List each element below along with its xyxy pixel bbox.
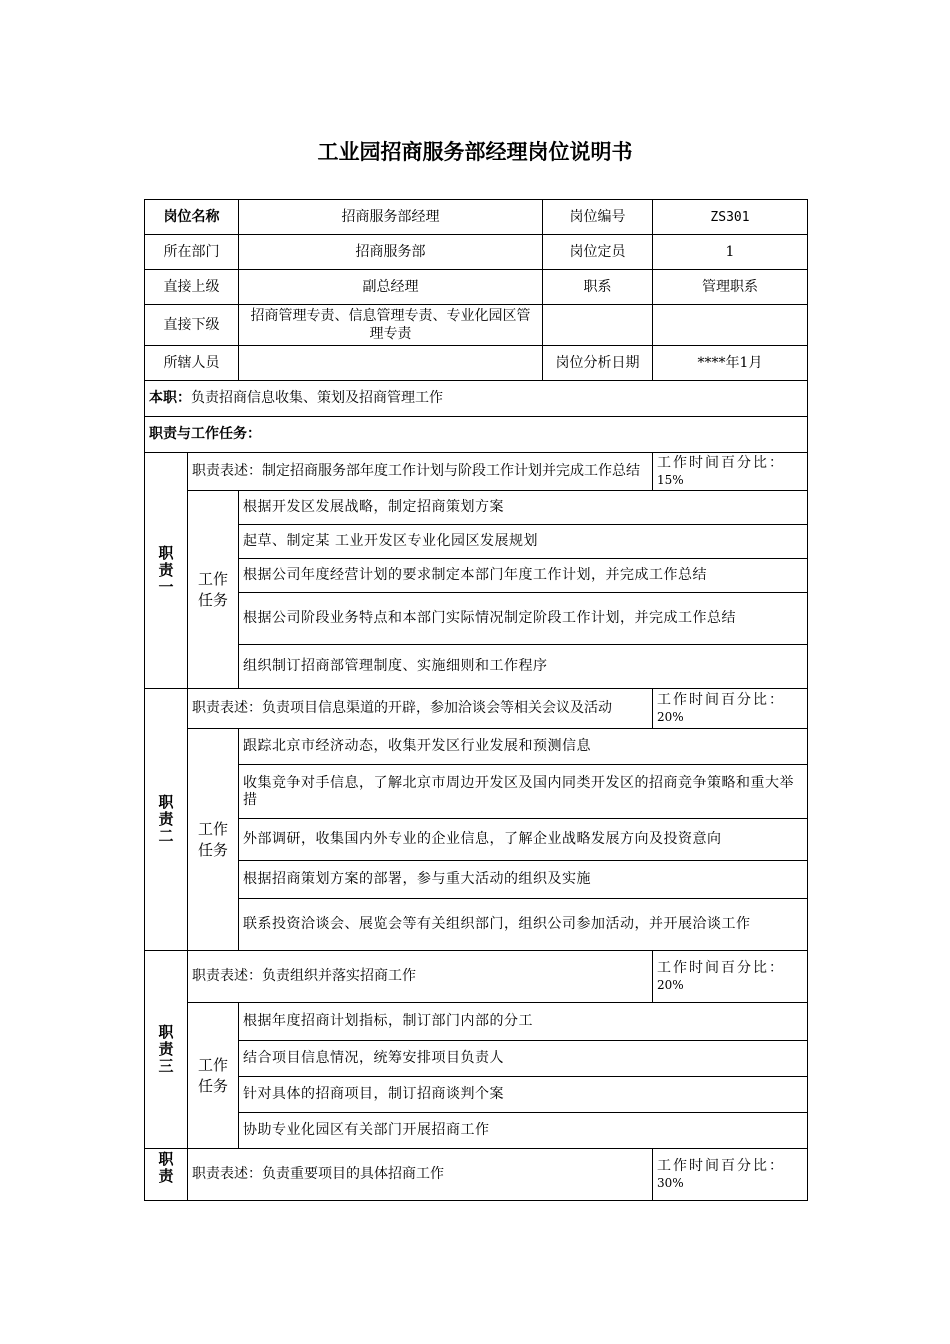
duty-1-task-2: 起草、制定某 工业开发区专业化园区发展规划 — [239, 525, 808, 559]
duty-3-label: 职 责 三 — [145, 951, 188, 1149]
duty-2-desc-row — [145, 689, 808, 729]
value-position-code: ZS301 — [653, 200, 808, 235]
row-duties-heading — [145, 417, 808, 453]
value-quota: 1 — [653, 235, 808, 270]
row-department — [145, 235, 808, 270]
duty-1-desc: 职责表述：制定招商服务部年度工作计划与阶段工作计划并完成工作总结 — [188, 453, 653, 491]
empty-cell — [543, 305, 653, 346]
duty-3-task-4: 协助专业化园区有关部门开展招商工作 — [239, 1113, 808, 1149]
row-main-duty — [145, 381, 808, 417]
task-row — [145, 899, 808, 951]
duty-3-pct: 20% — [657, 978, 684, 992]
duty-3-task-3: 针对具体的招商项目，制订招商谈判个案 — [239, 1077, 808, 1113]
task-row — [145, 491, 808, 525]
duty-1-task-label: 工作任务 — [188, 491, 239, 689]
label-quota: 岗位定员 — [543, 235, 653, 270]
task-row — [145, 1113, 808, 1149]
empty-cell — [653, 305, 808, 346]
duty-2-task-label: 工作任务 — [188, 729, 239, 951]
value-superior: 副总经理 — [239, 270, 543, 305]
duty-3-task-2: 结合项目信息情况，统筹安排项目负责人 — [239, 1041, 808, 1077]
label-series: 职系 — [543, 270, 653, 305]
pct-label: 工作时间百分比： — [657, 455, 785, 471]
duty-1-desc-row — [145, 453, 808, 491]
document-title: 工业园招商服务部经理岗位说明书 — [317, 140, 633, 164]
value-series: 管理职系 — [653, 270, 808, 305]
task-row — [145, 819, 808, 861]
label-department: 所在部门 — [145, 235, 239, 270]
duty-3-desc-row — [145, 951, 808, 1003]
task-row — [145, 1003, 808, 1041]
label-position-code: 岗位编号 — [543, 200, 653, 235]
duty-4-pct: 30% — [657, 1176, 684, 1190]
duty-2-label: 职 责 二 — [145, 689, 188, 951]
pct-label: 工作时间百分比： — [657, 960, 785, 976]
duty-2-task-2: 收集竞争对手信息，了解北京市周边开发区及国内同类开发区的招商竞争策略和重大举措 — [239, 765, 808, 819]
duty-4-pct-cell — [653, 1149, 808, 1201]
duty-3-desc: 职责表述：负责组织并落实招商工作 — [188, 951, 653, 1003]
main-duty-cell — [145, 381, 808, 417]
pct-label: 工作时间百分比： — [657, 692, 785, 708]
label-subordinate: 直接下级 — [145, 305, 239, 346]
duty-3-task-1: 根据年度招商计划指标，制订部门内部的分工 — [239, 1003, 808, 1041]
task-row — [145, 861, 808, 899]
value-subordinate: 招商管理专责、信息管理专责、专业化园区管理专责 — [239, 305, 543, 346]
duty-1-pct-cell — [653, 453, 808, 491]
task-row — [145, 729, 808, 765]
duty-1-pct: 15% — [657, 473, 684, 487]
row-superior — [145, 270, 808, 305]
task-row — [145, 1041, 808, 1077]
pct-label: 工作时间百分比： — [657, 1158, 785, 1174]
duty-4-desc: 职责表述：负责重要项目的具体招商工作 — [188, 1149, 653, 1201]
duty-1-task-4: 根据公司阶段业务特点和本部门实际情况制定阶段工作计划，并完成工作总结 — [239, 593, 808, 645]
label-position-name: 岗位名称 — [145, 200, 239, 235]
job-description-table — [144, 199, 808, 1201]
main-duty-label: 本职： — [149, 390, 191, 406]
value-analysis-date: ****年1月 — [653, 346, 808, 381]
duty-2-task-3: 外部调研，收集国内外专业的企业信息，了解企业战略发展方向及投资意向 — [239, 819, 808, 861]
duty-2-pct: 20% — [657, 710, 684, 724]
row-position-name — [145, 200, 808, 235]
duty-2-desc: 职责表述：负责项目信息渠道的开辟，参加洽谈会等相关会议及活动 — [188, 689, 653, 729]
duty-1-label: 职 责 一 — [145, 453, 188, 689]
row-staff — [145, 346, 808, 381]
task-row — [145, 559, 808, 593]
task-row — [145, 1077, 808, 1113]
row-subordinate — [145, 305, 808, 346]
task-row — [145, 645, 808, 689]
main-duty-text: 负责招商信息收集、策划及招商管理工作 — [191, 390, 443, 406]
label-superior: 直接上级 — [145, 270, 239, 305]
duty-3-task-label: 工作任务 — [188, 1003, 239, 1149]
value-position-name: 招商服务部经理 — [239, 200, 543, 235]
duty-2-task-5: 联系投资洽谈会、展览会等有关组织部门，组织公司参加活动，并开展洽谈工作 — [239, 899, 808, 951]
duty-2-task-1: 跟踪北京市经济动态，收集开发区行业发展和预测信息 — [239, 729, 808, 765]
duty-3-pct-cell — [653, 951, 808, 1003]
duties-heading: 职责与工作任务： — [145, 417, 808, 453]
duty-2-task-4: 根据招商策划方案的部署，参与重大活动的组织及实施 — [239, 861, 808, 899]
duty-1-task-5: 组织制订招商部管理制度、实施细则和工作程序 — [239, 645, 808, 689]
label-analysis-date: 岗位分析日期 — [543, 346, 653, 381]
task-row — [145, 765, 808, 819]
duty-1-task-3: 根据公司年度经营计划的要求制定本部门年度工作计划，并完成工作总结 — [239, 559, 808, 593]
duty-4-desc-row — [145, 1149, 808, 1201]
task-row — [145, 525, 808, 559]
task-row — [145, 593, 808, 645]
value-department: 招商服务部 — [239, 235, 543, 270]
duty-2-pct-cell — [653, 689, 808, 729]
duty-4-label: 职 责 — [145, 1149, 188, 1201]
duty-1-task-1: 根据开发区发展战略，制定招商策划方案 — [239, 491, 808, 525]
label-staff: 所辖人员 — [145, 346, 239, 381]
value-staff — [239, 346, 543, 381]
